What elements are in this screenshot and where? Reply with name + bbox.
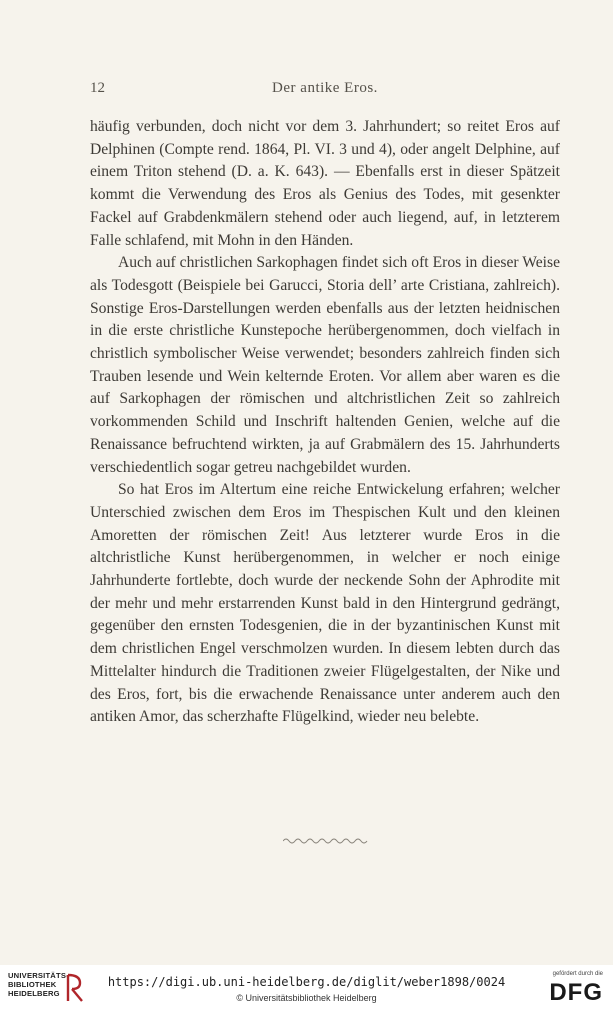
permalink-url[interactable]: https://digi.ub.uni-heidelberg.de/diglit/weber1898/0024 bbox=[107, 975, 506, 989]
paragraph-2: Auch auf christlichen Sarkophagen findet sich oft Eros in dieser Weise als Todesgott (Beispiele bei Garucci, Storia dell’ arte Cristiana, zahlreich). Sonstige Eros-Darstellungen werden ebenfalls aus der letzten heidnischen in die erste christliche Kunstepoche herübergenommen, doch vielfach in christlich symbolischer Weise verwendet; besonders zahlreich finden sich Trauben lesende und Wein kelternde Eroten. Vor allem aber waren es die auf Sarkophagen der römischen und altchristlichen Zeit so zahlreich vorkommenden Schild und Inschrift haltenden Genien, welche auf die Renaissance befruchtend wirkten, ja auf Grabmälern des 15. Jahrhunderts verschiedentlich sogar getreu nachgebildet wurden. bbox=[90, 254, 560, 476]
library-name: UNIVERSITÄTS-BIBLIOTHEK HEIDELBERG bbox=[8, 971, 69, 998]
dfg-logo: DFG bbox=[549, 979, 603, 1006]
running-head bbox=[90, 80, 560, 100]
paragraph-1: häufig verbunden, doch nicht vor dem 3. Jahrhundert; so reitet Eros auf Delphinen (Compte rend. 1864, Pl. VI. 3 und 4), oder angelt Delphine, auf einem Triton stehend (D. a. K. 643). — Ebenfalls erst in dieser Spätzeit kommt die Verwendung des Eros als Genius des Todes, mit gesenkter Fackel auf Grabdenkmälern stehend oder auch liegend, auf, in letzterem Falle schlafend, mit Mohn in den Händen. bbox=[90, 118, 560, 249]
funding-note: gefördert durch die bbox=[552, 971, 603, 977]
body-text bbox=[90, 116, 560, 729]
running-title: Der antike Eros. bbox=[272, 80, 378, 96]
paragraph-3: So hat Eros im Altertum eine reiche Entwickelung erfahren; welcher Unterschied zwischen dem Eros im Thespischen Kult und den kleinen Amoretten der römischen Zeit! Aus letzterer wurde Eros in die altchristliche Kunst herübergenommen, in welcher er noch einige Jahrhunderte fortlebte, doch wurde der neckende Sohn der Aphrodite mit der mehr und mehr erstarrenden Kunst bald in den Hintergrund gedrängt, gegenüber den ernsten Todesgenien, die in der byzantinischen Kunst mit dem christlichen Engel verschmolzen wurden. In diesem lebten durch das Mittelalter hindurch die Traditionen zweier Flügelgestalten, der Nike und des Eros, fort, bis die erwachende Renaissance unter anderem auch den antiken Amor, das scherzhafte Flügelkind, wieder neu belebte. bbox=[90, 481, 560, 726]
page-number: 12 bbox=[90, 80, 105, 96]
wavy-rule-ornament-icon bbox=[283, 836, 369, 846]
copyright-notice: © Universitätsbibliothek Heidelberg bbox=[236, 993, 377, 1003]
digitization-footer bbox=[0, 965, 613, 1011]
